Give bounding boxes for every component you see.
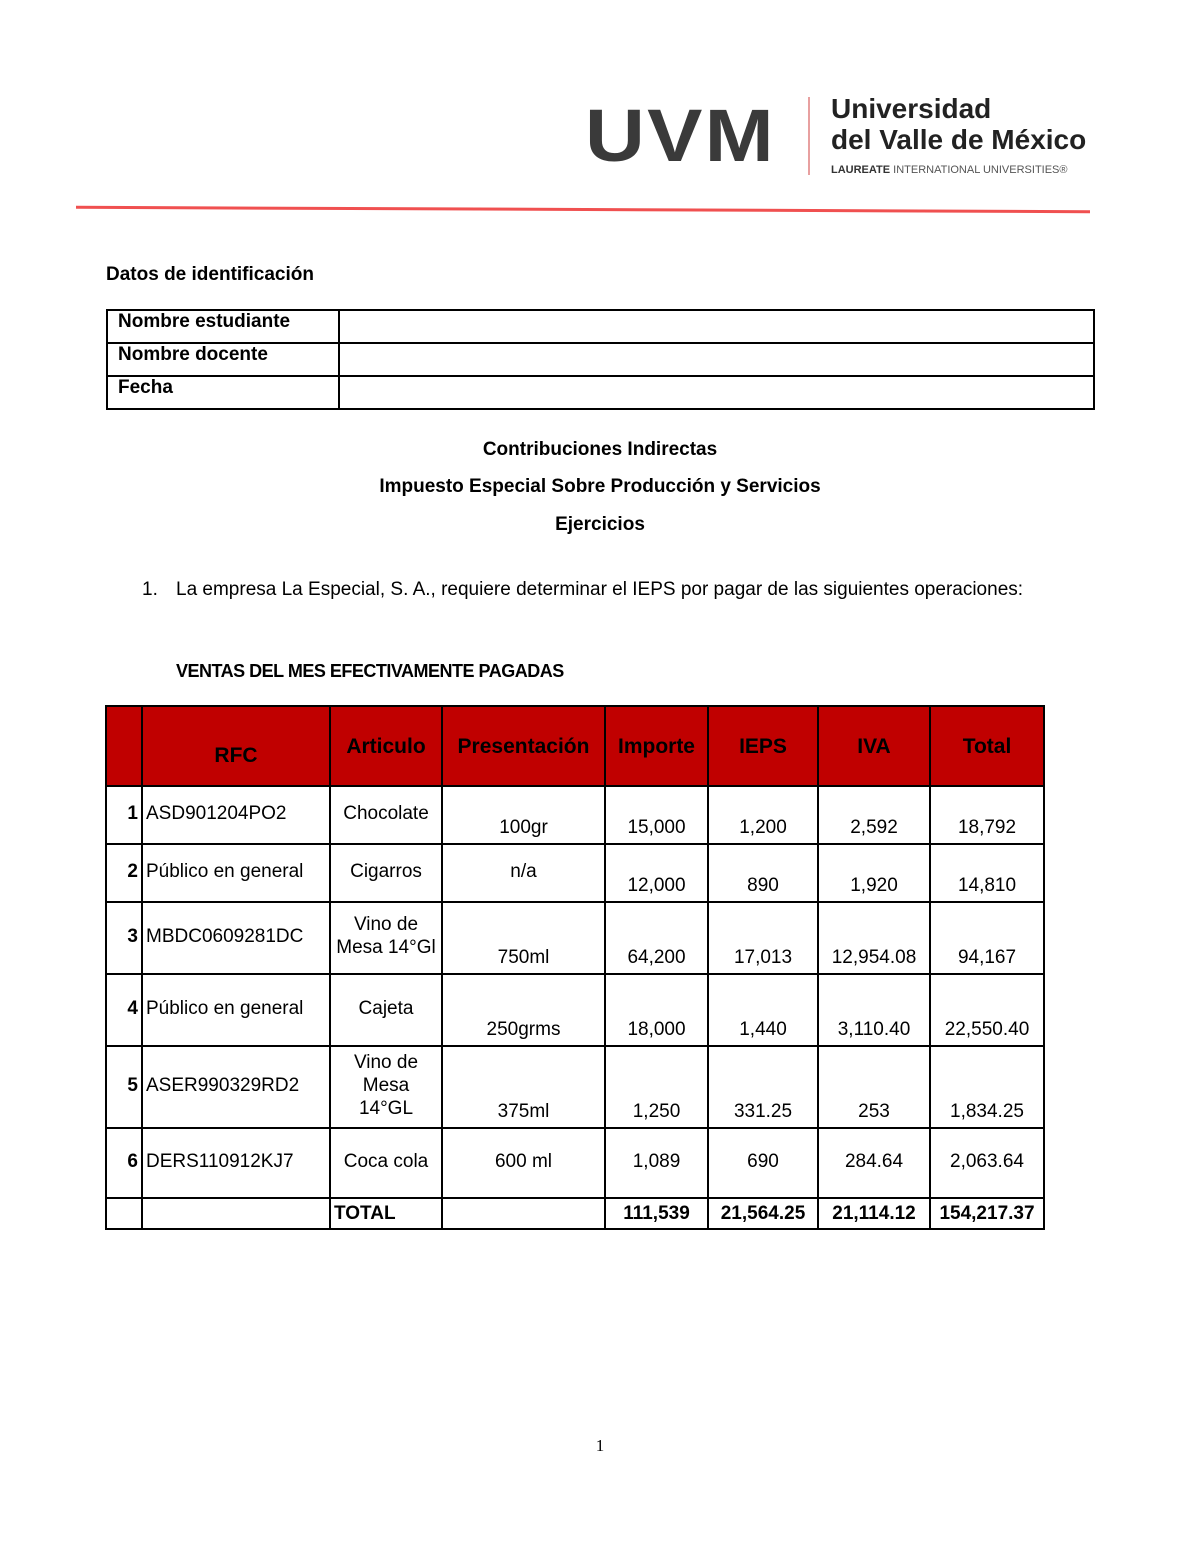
total-cell: 2,063.64 [930,1128,1044,1198]
sales-table [105,705,1045,1230]
rfc-cell: ASER990329RD2 [142,1046,330,1128]
question-number: 1. [142,579,158,600]
question-1 [142,576,1042,603]
table-title: VENTAS DEL MES EFECTIVAMENTE PAGADAS [176,661,564,681]
tag-bold: LAUREATE [831,164,891,176]
total-cell: 22,550.40 [930,974,1044,1046]
ieps-cell: 890 [708,844,818,902]
articulo-cell: Cajeta [330,974,442,1046]
title-2: Impuesto Especial Sobre Producción y Servicios [379,476,821,497]
col-header [106,706,142,786]
empty-cell [442,1198,605,1229]
col-header: Total [930,706,1044,786]
iva-cell: 1,920 [818,844,930,902]
importe-cell: 18,000 [605,974,708,1046]
importe-cell: 64,200 [605,902,708,974]
id-label: Fecha [107,376,339,409]
header-row [106,706,1044,786]
col-header: RFC [142,706,330,786]
table-row [106,1128,1044,1198]
iva-cell: 2,592 [818,786,930,844]
presentacion-cell: 375ml [442,1046,605,1128]
ieps-cell: 1,200 [708,786,818,844]
total-cell: 14,810 [930,844,1044,902]
empty-cell [106,1198,142,1229]
total-cell: 1,834.25 [930,1046,1044,1128]
articulo-cell: Chocolate [330,786,442,844]
empty-cell [142,1198,330,1229]
table-row [106,1046,1044,1128]
logo-line2: del Valle de México [831,124,1087,155]
id-table [106,309,1095,410]
articulo-cell: Cigarros [330,844,442,902]
question-text: La empresa La Especial, S. A., requiere determinar el IEPS por pagar de las siguientes operaciones: [176,579,1024,600]
articulo-cell: Vino de Mesa 14°GL [330,1046,442,1128]
presentacion-cell: 250grms [442,974,605,1046]
header-divider [76,206,1090,213]
row-number: 2 [106,844,142,902]
total-total: 154,217.37 [930,1198,1044,1229]
total-cell: 94,167 [930,902,1044,974]
rfc-cell: ASD901204PO2 [142,786,330,844]
uvm-logo [585,92,1095,188]
id-label: Nombre docente [107,343,339,376]
col-header: Articulo [330,706,442,786]
iva-cell: 284.64 [818,1128,930,1198]
importe-cell: 12,000 [605,844,708,902]
tag-rest: INTERNATIONAL UNIVERSITIES® [893,164,1068,176]
articulo-cell: Vino de Mesa 14°Gl [330,902,442,974]
articulo-cell: Coca cola [330,1128,442,1198]
iva-cell: 12,954.08 [818,902,930,974]
col-header: Presentación [442,706,605,786]
presentacion-cell: 100gr [442,786,605,844]
total-label: TOTAL [330,1198,442,1229]
rfc-cell: DERS110912KJ7 [142,1128,330,1198]
ieps-cell: 690 [708,1128,818,1198]
logo-divider [808,97,810,175]
iva-cell: 3,110.40 [818,974,930,1046]
table-row [106,786,1044,844]
row-number: 3 [106,902,142,974]
table-row [106,974,1044,1046]
id-value[interactable] [339,310,1094,343]
presentacion-cell: 600 ml [442,1128,605,1198]
table-row [107,343,1094,376]
row-number: 4 [106,974,142,1046]
total-cell: 18,792 [930,786,1044,844]
presentacion-cell: n/a [442,844,605,902]
importe-cell: 1,250 [605,1046,708,1128]
iva-cell: 253 [818,1046,930,1128]
ieps-cell: 331.25 [708,1046,818,1128]
ieps-cell: 17,013 [708,902,818,974]
id-value[interactable] [339,343,1094,376]
col-header: Importe [605,706,708,786]
row-number: 6 [106,1128,142,1198]
logo-line1: Universidad [831,93,992,124]
row-number: 5 [106,1046,142,1128]
table-row [107,376,1094,409]
rfc-cell: MBDC0609281DC [142,902,330,974]
rfc-cell: Público en general [142,844,330,902]
table-row [107,310,1094,343]
page-number: 1 [595,1436,605,1455]
id-label: Nombre estudiante [107,310,339,343]
logo-tagline [831,164,1068,177]
presentacion-cell: 750ml [442,902,605,974]
logo-mark: UVM [585,94,776,177]
col-header: IEPS [708,706,818,786]
ieps-cell: 1,440 [708,974,818,1046]
total-ieps: 21,564.25 [708,1198,818,1229]
title-3: Ejercicios [555,514,645,535]
col-header: IVA [818,706,930,786]
table-row [106,844,1044,902]
title-1: Contribuciones Indirectas [482,439,718,460]
importe-cell: 1,089 [605,1128,708,1198]
total-iva: 21,114.12 [818,1198,930,1229]
id-section-title: Datos de identificación [106,264,314,285]
table-row [106,902,1044,974]
row-number: 1 [106,786,142,844]
importe-cell: 15,000 [605,786,708,844]
id-value[interactable] [339,376,1094,409]
rfc-cell: Público en general [142,974,330,1046]
total-row [106,1198,1044,1229]
total-importe: 111,539 [605,1198,708,1229]
